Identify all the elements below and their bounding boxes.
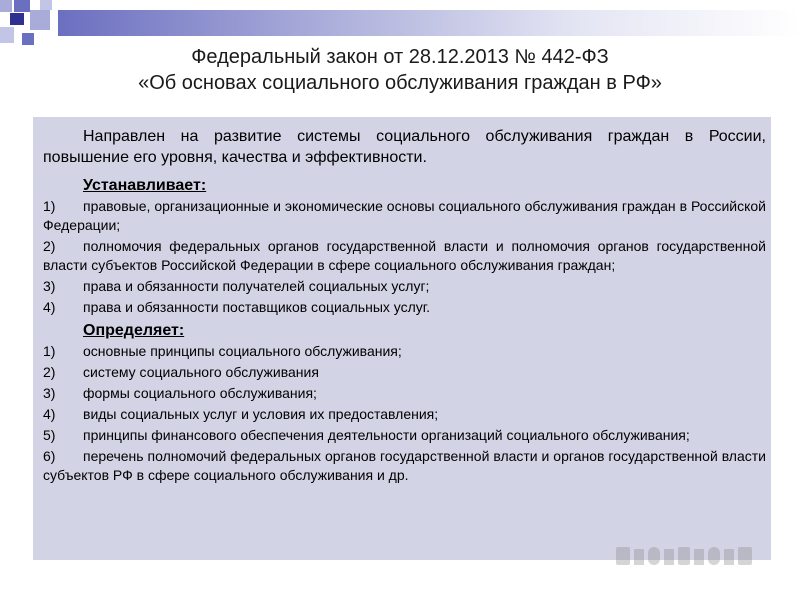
list-item [43, 277, 766, 296]
decor-square [14, 0, 30, 12]
list-item [43, 447, 766, 485]
item-number: 4) [43, 406, 56, 422]
decor-square [30, 10, 50, 30]
intro-paragraph: Направлен на развитие системы социального обслуживания граждан в России, повышение его уровня, качества и эффективности. [43, 128, 766, 166]
header-gradient-bar [58, 10, 800, 36]
title-line-1: Федеральный закон от 28.12.2013 № 442-ФЗ [191, 46, 609, 68]
item-number: 1) [43, 198, 56, 214]
item-text: правовые, организационные и экономические основы социального обслуживания граждан в Российской Федерации; [43, 198, 766, 233]
section-heading: Устанавливает: [83, 177, 207, 194]
item-text: права и обязанности поставщиков социальных услуг. [83, 299, 431, 315]
item-number: 2) [43, 238, 56, 254]
item-number: 1) [43, 343, 56, 359]
list-item [43, 237, 766, 275]
section-heading: Определяет: [83, 322, 185, 339]
item-text: перечень полномочий федеральных органов государственной власти и органов государственной власти субъектов РФ в сфере социального обслуживания и др. [43, 448, 766, 483]
content-panel [33, 117, 771, 560]
item-number: 3) [43, 385, 56, 401]
item-list [43, 342, 766, 485]
decor-square [10, 13, 24, 25]
item-number: 5) [43, 427, 56, 443]
item-text: права и обязанности получателей социальных услуг; [83, 278, 430, 294]
item-number: 4) [43, 299, 56, 315]
list-item [43, 363, 766, 382]
decor-square [0, 27, 14, 43]
item-text: принципы финансового обеспечения деятельности организаций социального обслуживания; [83, 427, 690, 443]
list-item [43, 426, 766, 445]
list-item [43, 197, 766, 235]
decor-square [0, 0, 12, 12]
item-number: 6) [43, 448, 56, 464]
item-number: 2) [43, 364, 56, 380]
item-list [43, 197, 766, 317]
item-text: полномочия федеральных органов государственной власти и полномочия органов государственной власти субъектов Российской Федерации в сфере социального обслуживания граждан; [43, 238, 766, 273]
item-text: систему социального обслуживания [83, 364, 319, 380]
item-text: виды социальных услуг и условия их предоставления; [83, 406, 439, 422]
watermark-logo [614, 543, 764, 569]
page-title [0, 44, 800, 96]
list-item [43, 384, 766, 403]
item-text: формы социального обслуживания; [83, 385, 317, 401]
section-establishes [43, 176, 766, 317]
list-item [43, 405, 766, 424]
list-item [43, 298, 766, 317]
decor-square [40, 0, 52, 10]
section-defines [43, 321, 766, 485]
title-line-2: «Об основах социального обслуживания граждан в РФ» [138, 72, 662, 94]
item-number: 3) [43, 278, 56, 294]
list-item [43, 342, 766, 361]
item-text: основные принципы социального обслуживания; [83, 343, 402, 359]
